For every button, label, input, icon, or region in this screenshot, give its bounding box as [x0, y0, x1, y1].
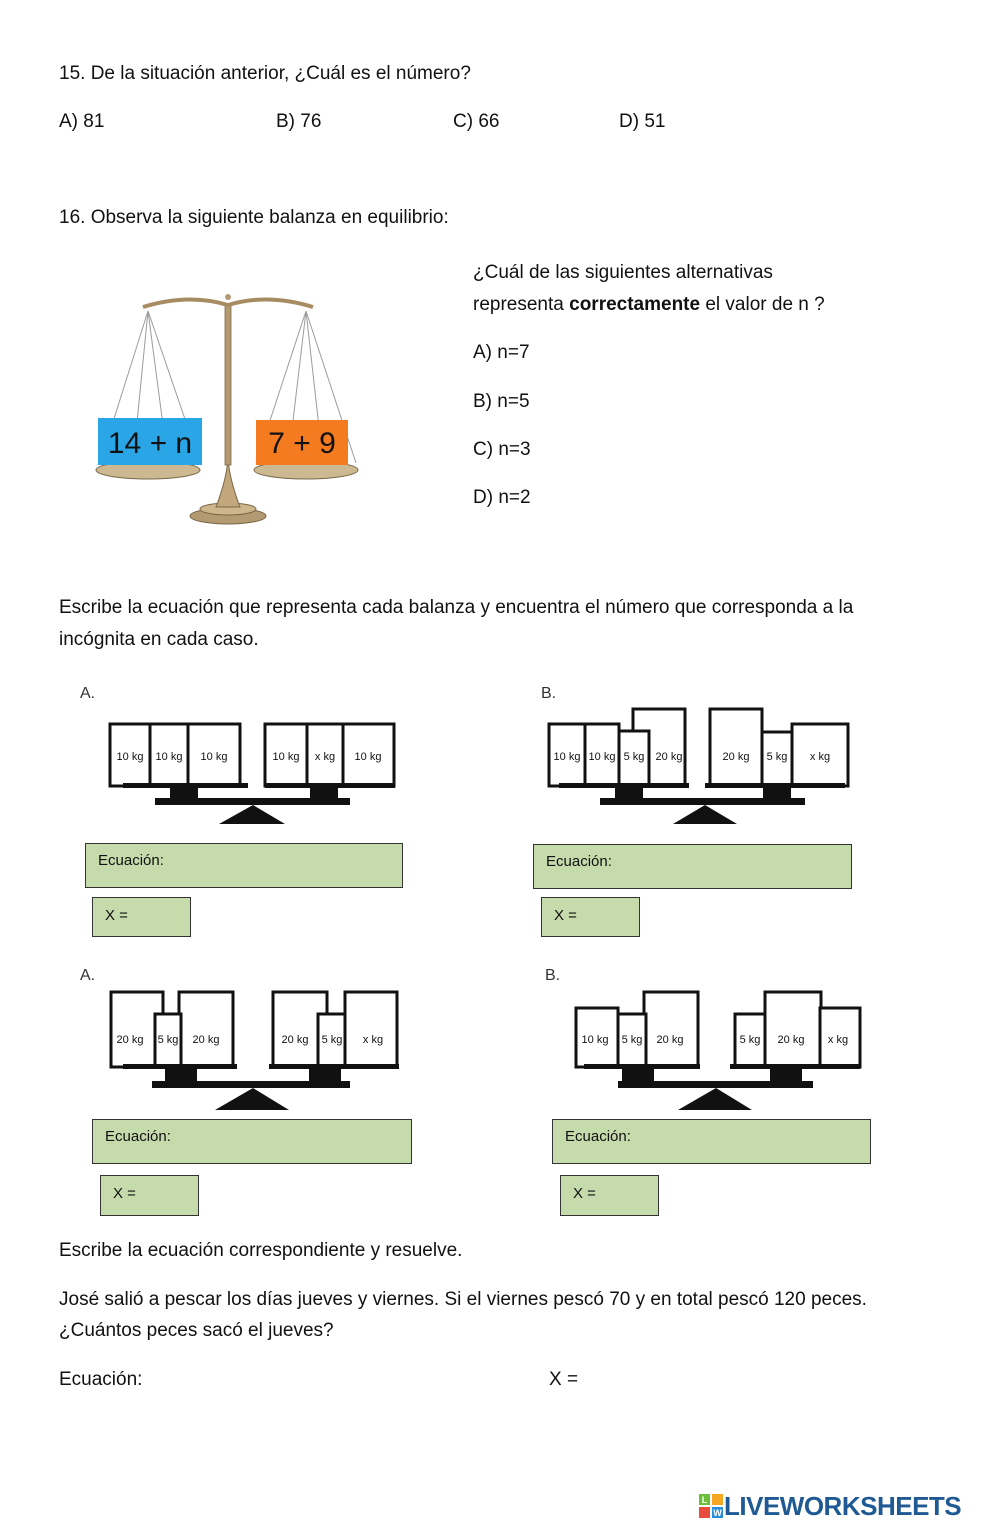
q15-option-c: C) 66 [453, 111, 500, 132]
right-pan-expression: 7 + 9 [268, 427, 336, 460]
balance-1-label: A. [80, 685, 96, 702]
balance-2-equation-field[interactable]: Ecuación: [533, 844, 852, 889]
balance-3-diagram [105, 988, 405, 1113]
word-problem-instruction: Escribe la ecuación correspondiente y resuelve. [59, 1240, 463, 1261]
weight: 10 kg [588, 751, 616, 763]
weight: 20 kg [192, 1034, 220, 1046]
weight: 10 kg [116, 751, 144, 763]
balance-2-diagram [545, 705, 855, 828]
weight: x kg [362, 1034, 384, 1046]
q16-prompt-line2: representa correctamente el valor de n ? [473, 294, 825, 315]
weight: 10 kg [553, 751, 581, 763]
balances-instruction-line1: Escribe la ecuación que representa cada balanza y encuentra el número que corresponda a la [59, 597, 854, 618]
word-problem-x-label: X = [549, 1369, 579, 1390]
weight: x kg [809, 751, 831, 763]
q16-title: 16. Observa la siguiente balanza en equilibrio: [59, 207, 449, 228]
balance-3-equation-field[interactable]: Ecuación: [92, 1119, 412, 1164]
word-problem-line2: ¿Cuántos peces sacó el jueves? [59, 1320, 334, 1341]
balance-3-x-field[interactable]: X = [100, 1175, 199, 1216]
q16-option-d: D) n=2 [473, 487, 531, 508]
weight: 20 kg [655, 751, 683, 763]
q16-option-b: B) n=5 [473, 391, 530, 412]
balance-4-x-field[interactable]: X = [560, 1175, 659, 1216]
balance-4-label: B. [545, 967, 561, 984]
weight: 10 kg [155, 751, 183, 763]
balance-1-x-field[interactable]: X = [92, 897, 191, 937]
word-problem-equation-label: Ecuación: [59, 1369, 143, 1390]
weight: 10 kg [354, 751, 382, 763]
q15-option-d: D) 51 [619, 111, 666, 132]
balance-scale-image [88, 285, 373, 530]
weight: x kg [827, 1034, 849, 1046]
q16-option-a: A) n=7 [473, 342, 530, 363]
word-problem-line1: José salió a pescar los días jueves y viernes. Si el viernes pescó 70 y en total pescó 120 peces. [59, 1289, 867, 1310]
balances-instruction-line2: incógnita en cada caso. [59, 629, 259, 650]
weight: 5 kg [766, 751, 788, 763]
liveworksheets-brand: LIVEWORKSHEETS [724, 1490, 962, 1521]
weight: 20 kg [116, 1034, 144, 1046]
weight: 5 kg [621, 1034, 643, 1046]
weight: x kg [314, 751, 336, 763]
q15-option-b: B) 76 [276, 111, 322, 132]
balance-4-equation-field[interactable]: Ecuación: [552, 1119, 871, 1164]
left-pan-expression: 14 + n [107, 427, 193, 460]
balance-4-diagram [570, 988, 865, 1113]
balance-3-label: A. [80, 967, 96, 984]
balance-2-label: B. [541, 685, 557, 702]
weight: 20 kg [656, 1034, 684, 1046]
weight: 20 kg [777, 1034, 805, 1046]
weight: 10 kg [272, 751, 300, 763]
weight: 20 kg [722, 751, 750, 763]
svg-text:L: L [701, 1495, 708, 1505]
balance-1-equation-field[interactable]: Ecuación: [85, 843, 403, 888]
weight: 5 kg [157, 1034, 179, 1046]
weight: 5 kg [321, 1034, 343, 1046]
q16-option-c: C) n=3 [473, 439, 531, 460]
weight: 20 kg [281, 1034, 309, 1046]
weight: 10 kg [581, 1034, 609, 1046]
balance-1-diagram [105, 720, 405, 828]
q15-option-a: A) 81 [59, 111, 105, 132]
weight: 5 kg [739, 1034, 761, 1046]
weight: 5 kg [623, 751, 645, 763]
q15-question: 15. De la situación anterior, ¿Cuál es el número? [59, 63, 471, 84]
svg-text:W: W [713, 1508, 722, 1518]
liveworksheets-logo-icon [698, 1493, 724, 1519]
liveworksheets-logo [698, 1490, 961, 1522]
balance-2-x-field[interactable]: X = [541, 897, 640, 937]
q16-prompt-line1: ¿Cuál de las siguientes alternativas [473, 262, 773, 283]
weight: 10 kg [200, 751, 228, 763]
